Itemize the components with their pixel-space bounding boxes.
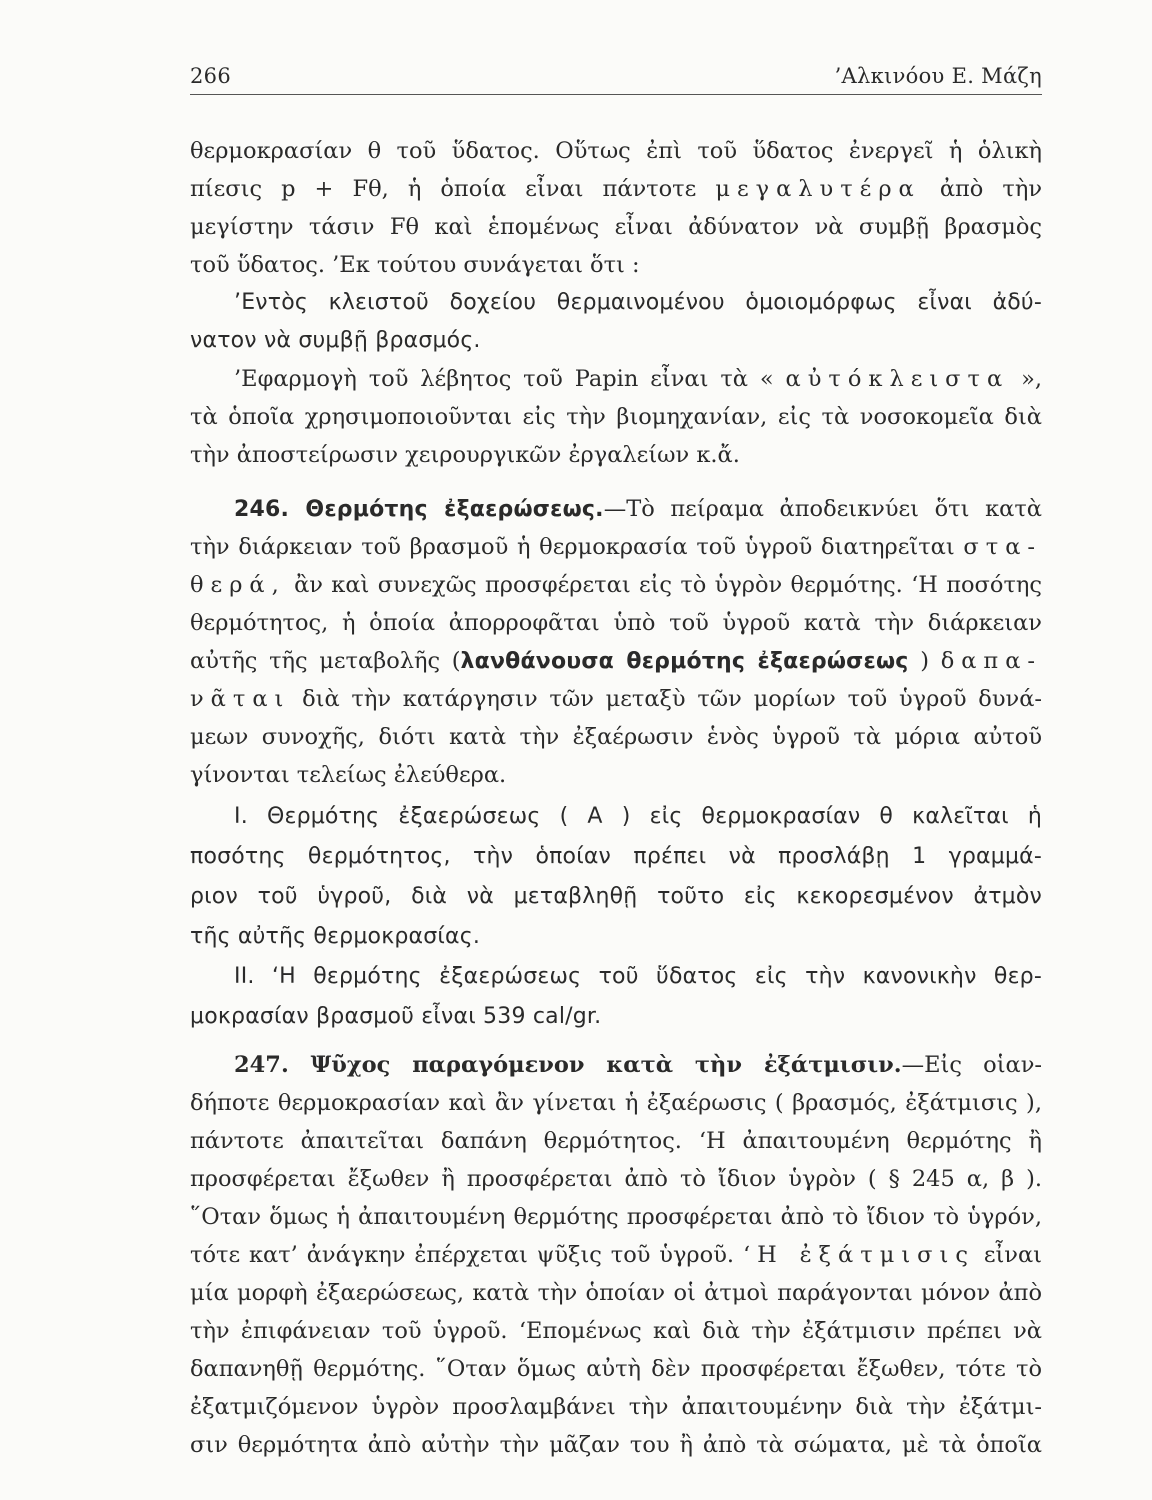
text-line: θερμοκρασίαν θ τοῦ ὕδατος. Οὕτως ἐπὶ τοῦ ὕδατος ἐνεργεῖ ἡ ὁλικὴ (190, 138, 1042, 164)
text-line: ἐξατμιζόμενον ὑγρὸν προσλαμβάνει τὴν ἀπαιτουμένην διὰ τὴν ἐξάτμι- (190, 1394, 1042, 1420)
section-heading-246: 246. Θερμότης ἐξαερώσεως. (234, 497, 604, 522)
text-line: θερά, ἂν καὶ συνεχῶς προσφέρεται εἰς τὸ ὑγρὸν θερμότης. ‘Η ποσότης (190, 572, 1042, 598)
definition-line: ριον τοῦ ὑγροῦ, διὰ νὰ μεταβληθῇ τοῦτο εἰς κεκορεσμένον ἀτμὸν (190, 884, 1042, 909)
section-247-first-line: 247. Ψῦχος παραγόμενον κατὰ τὴν ἐξάτμισιν.—Εἰς οἱαν- (234, 1052, 1043, 1078)
text-line: αὐτῆς τῆς μεταβολῆς (λανθάνουσα θερμότης ἐξαερώσεως ) δαπα- (190, 648, 1043, 674)
text-line: σιν θερμότητα ἀπὸ αὐτὴν τὴν μᾶζαν του ἢ ἀπὸ τὰ σώματα, μὲ τὰ ὁποῖα (190, 1432, 1042, 1458)
text-line: νᾶται διὰ τὴν κατάργησιν τῶν μεταξὺ τῶν μορίων τοῦ ὑγροῦ δυνά- (190, 686, 1043, 712)
text-line: πάντοτε ἀπαιτεῖται δαπάνη θερμότητος. ‘Η ἀπαιτουμένη θερμότης ἢ (190, 1128, 1042, 1154)
text-line: θερμότητος, ἡ ὁποία ἀπορροφᾶται ὑπὸ τοῦ ὑγροῦ κατὰ τὴν διάρκειαν (190, 610, 1042, 636)
law-statement-line: ’Εντὸς κλειστοῦ δοχείου θερμαινομένου ὁμοιομόρφως εἶναι ἀδύ- (234, 290, 1042, 315)
running-head-author: ’Αλκινόου Ε. Μάζη (834, 64, 1042, 88)
bold-term: λανθάνουσα θερμότης ἐξαερώσεως (460, 649, 909, 674)
spaced-emphasis: νᾶται (190, 686, 291, 712)
text-line: δαπανηθῇ θερμότης. ῞Οταν ὅμως αὐτὴ δὲν προσφέρεται ἔξωθεν, τότε τὸ (190, 1356, 1042, 1382)
definition-line: μοκρασίαν βρασμοῦ εἶναι 539 cal/gr. (190, 1004, 602, 1029)
law-statement-line: νατον νὰ συμβῇ βρασμός. (190, 328, 481, 353)
spaced-emphasis: ‘Η ἐξάτμισις (742, 1242, 975, 1268)
definition-line: ΙΙ. ‘Η θερμότης ἐξαερώσεως τοῦ ὕδατος εἰς τὴν κανονικὴν θερ- (234, 964, 1042, 989)
text-line: τὴν ἀποστείρωσιν χειρουργικῶν ἐργαλείων κ.ἄ. (190, 442, 740, 468)
text-line: τὴν διάρκειαν τοῦ βρασμοῦ ἡ θερμοκρασία τοῦ ὑγροῦ διατηρεῖται στα- (190, 534, 1042, 560)
text-line: πίεσις p + Fθ, ἡ ὁποία εἶναι πάντοτε μεγαλυτέρα ἀπὸ τὴν (190, 176, 1042, 202)
text-line: μεγίστην τάσιν Fθ καὶ ἑπομένως εἶναι ἀδύνατον νὰ συμβῇ βρασμὸς (190, 214, 1042, 240)
text-line: τότε κατ’ ἀνάγκην ἐπέρχεται ψῦξις τοῦ ὑγροῦ. ‘Η ἐξάτμισις εἶναι (190, 1242, 1043, 1268)
section-heading-247: 247. Ψῦχος παραγόμενον κατὰ τὴν ἐξάτμισιν. (234, 1052, 902, 1078)
spaced-emphasis: αὐτόκλειστα (785, 366, 1010, 392)
text-line: τὰ ὁποῖα χρησιμοποιοῦνται εἰς τὴν βιομηχανίαν, εἰς τὰ νοσοκομεῖα διὰ (190, 404, 1042, 430)
spaced-emphasis: στα- (963, 534, 1042, 560)
text-line: γίνονται τελείως ἐλεύθερα. (190, 762, 507, 788)
definition-line: Ι. Θερμότης ἐξαερώσεως ( Α ) εἰς θερμοκρασίαν θ καλεῖται ἡ (234, 804, 1042, 829)
text-line: μία μορφὴ ἐξαερώσεως, κατὰ τὴν ὁποίαν οἱ ἀτμοὶ παράγονται μόνον ἀπὸ (190, 1280, 1042, 1306)
text-line: τὴν ἐπιφάνειαν τοῦ ὑγροῦ. ‘Επομένως καὶ διὰ τὴν ἐξάτμισιν πρέπει νὰ (190, 1318, 1042, 1344)
page-number: 266 (190, 64, 231, 88)
text-line: προσφέρεται ἔξωθεν ἢ προσφέρεται ἀπὸ τὸ ἴδιον ὑγρὸν ( § 245 α, β ). (190, 1166, 1042, 1192)
section-246-first-line: 246. Θερμότης ἐξαερώσεως.—Τὸ πείραμα ἀποδεικνύει ὅτι κατὰ (234, 496, 1042, 522)
spaced-emphasis: δαπα- (940, 648, 1043, 674)
text-line: μεων συνοχῆς, διότι κατὰ τὴν ἐξαέρωσιν ἑνὸς ὑγροῦ τὰ μόρια αὐτοῦ (190, 724, 1042, 750)
running-header (190, 60, 1042, 95)
spaced-emphasis: θερά, (190, 572, 286, 598)
definition-line: ποσότης θερμότητος, τὴν ὁποίαν πρέπει νὰ προσλάβῃ 1 γραμμά- (190, 844, 1042, 869)
text-line: ’Εφαρμογὴ τοῦ λέβητος τοῦ Papin εἶναι τὰ « αὐτόκλειστα », (234, 366, 1042, 392)
text-line: δήποτε θερμοκρασίαν καὶ ἂν γίνεται ἡ ἐξαέρωσις ( βρασμός, ἐξάτμισις ), (190, 1090, 1042, 1116)
definition-line: τῆς αὐτῆς θερμοκρασίας. (190, 924, 481, 949)
text-line: ῞Οταν ὅμως ἡ ἀπαιτουμένη θερμότης προσφέρεται ἀπὸ τὸ ἴδιον τὸ ὑγρόν, (190, 1204, 1042, 1230)
text-line: τοῦ ὕδατος. ’Εκ τούτου συνάγεται ὅτι : (190, 252, 640, 278)
spaced-emphasis: μεγαλυτέρα (715, 176, 921, 202)
